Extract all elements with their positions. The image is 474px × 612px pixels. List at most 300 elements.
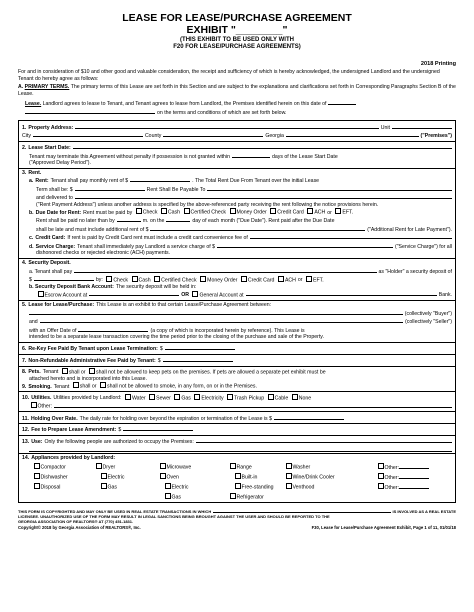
s12-label: Fee to Prepare Lease Amendment: <box>31 427 117 434</box>
holding-over-field[interactable] <box>274 414 344 420</box>
util-gas[interactable] <box>173 394 191 402</box>
s3b-text-2: Rent shall be paid no later than by <box>36 218 115 225</box>
total-rent-field[interactable] <box>75 185 145 191</box>
smoking-shall-not-option[interactable] <box>99 382 257 390</box>
checkbox[interactable] <box>34 463 40 469</box>
occupants-field-2[interactable] <box>29 446 452 452</box>
county-field[interactable] <box>163 131 263 137</box>
appliance-compactor[interactable] <box>32 463 94 472</box>
option-label: Gas <box>181 395 191 402</box>
appliance-builtin[interactable] <box>228 473 284 482</box>
premises-label: ("Premises") <box>420 133 452 140</box>
util-trash[interactable] <box>226 394 265 402</box>
checkbox[interactable] <box>106 276 112 282</box>
lease-start-date-field[interactable] <box>73 143 452 149</box>
buyer-field[interactable] <box>29 309 403 315</box>
s4a-row-1 <box>22 267 452 276</box>
appliance-other-1[interactable] <box>376 463 438 472</box>
checkbox[interactable] <box>125 394 131 400</box>
s2-row-2 <box>22 152 452 161</box>
a-opt-certified[interactable] <box>153 276 197 284</box>
s3-label: Rent. <box>28 169 42 176</box>
lease-heading: Lease. <box>25 101 42 108</box>
option-label: Trash Pickup <box>234 395 265 402</box>
footer-line-2: LICENSEE. UNAUTHORIZED USE OF THE FORM MAY RESULT IN LEGAL SANCTIONS BEING BROUGHT AGAINST THE USER AND SHOULD BE REPORTED TO THE <box>18 514 330 520</box>
checkbox[interactable] <box>194 394 200 400</box>
option-label: Dishwasher <box>40 474 68 481</box>
checkbox[interactable] <box>268 394 274 400</box>
s14-heading-row <box>22 455 452 462</box>
checkbox[interactable] <box>160 463 166 469</box>
checkbox[interactable] <box>38 291 44 297</box>
unit-field[interactable] <box>392 123 452 129</box>
option-label: None <box>298 395 312 402</box>
s13-row-1 <box>22 437 452 446</box>
appliance-disposal[interactable] <box>32 483 94 492</box>
checkbox[interactable] <box>100 382 106 388</box>
grid-empty <box>32 493 94 501</box>
checkbox[interactable] <box>230 208 236 214</box>
a-opt-money-order[interactable] <box>199 276 238 284</box>
s14-label: Appliances provided by Landlord: <box>31 455 116 462</box>
a-opt-cash[interactable] <box>130 276 151 284</box>
s5-text-3: (a copy of which is incorporated herein by reference). This Lease is <box>150 327 305 334</box>
checkbox[interactable] <box>286 473 292 479</box>
s5-text-1: This Lease is an exhibit to that certain Lease/Purchase Agreement between: <box>96 302 272 309</box>
option-label: Microwave <box>166 464 192 471</box>
s3a-text-6: ("Rent Payment Address") unless another address is specified by the above-referenced party receiving the rent following the notice provisions herein. <box>36 201 379 208</box>
monthly-rent-field[interactable] <box>130 176 190 182</box>
checkbox[interactable] <box>165 483 171 489</box>
s2-text-3: ("Approved Delay Period"). <box>29 160 91 167</box>
grid-empty <box>94 493 158 501</box>
s4a-text-3: $ <box>29 277 32 284</box>
checkbox[interactable] <box>149 394 155 400</box>
s3-num: 3. <box>22 169 27 176</box>
s13-label: Use: <box>31 439 43 446</box>
due-time-field[interactable] <box>117 216 141 222</box>
s3a-label: a. <box>29 178 34 185</box>
option-label: shall or <box>79 383 97 390</box>
s12-value: $ <box>118 427 122 434</box>
footer-line-3: GEORGIA ASSOCIATION OF REALTORS® AT (770) 451-1831. <box>18 519 134 525</box>
checkbox[interactable] <box>161 208 167 214</box>
property-address-field[interactable] <box>75 123 378 129</box>
section-11-holding-over <box>19 412 455 424</box>
option-label: Certified Check <box>190 209 227 216</box>
s3d-text-2: ("Service Charge") for all <box>394 243 452 250</box>
appliance-refrigerator[interactable] <box>228 493 284 501</box>
util-none[interactable] <box>290 394 311 402</box>
city-label: City <box>22 133 31 140</box>
option-label: Check <box>142 209 158 216</box>
document-subtitle <box>18 37 456 51</box>
checkbox[interactable] <box>378 463 384 469</box>
s3c-row <box>22 233 452 242</box>
checkbox[interactable] <box>241 276 247 282</box>
appliance-other-2[interactable] <box>376 473 438 482</box>
s7-value: $ <box>157 357 161 364</box>
s3b-text-5: shall be late and must include additional rent of $ <box>36 226 149 233</box>
option-label: Other: <box>384 474 399 481</box>
option-label: Oven <box>166 474 179 481</box>
option-label: Money Order <box>236 209 267 216</box>
deposit-amount-field[interactable] <box>34 275 94 281</box>
checkbox[interactable] <box>165 493 171 499</box>
b-opt-certified[interactable] <box>182 208 226 216</box>
other-field[interactable] <box>399 463 429 469</box>
s6-label: Re-Key Fee Paid By Tenant upon Lease Termination: <box>28 346 158 353</box>
escrow-bank-field[interactable] <box>89 290 179 296</box>
s13-text: Only the following people are authorized to occupy the Premises: <box>44 439 194 446</box>
s7-label: Non-Refundable Administrative Fee Paid by Tenant: <box>28 357 156 364</box>
late-fee-field[interactable] <box>150 225 365 231</box>
section-13-use <box>19 436 455 454</box>
s2-label: Lease Start Date: <box>28 145 71 152</box>
checkbox[interactable] <box>96 463 102 469</box>
offer-date-field[interactable] <box>78 326 148 332</box>
appliance-dryer-gas[interactable] <box>94 483 158 492</box>
appliance-free-standing[interactable] <box>228 483 284 492</box>
checkbox[interactable] <box>136 208 142 214</box>
a-opt-or: or <box>297 277 303 284</box>
checkbox[interactable] <box>62 368 68 374</box>
appliance-washer[interactable] <box>284 463 376 472</box>
s11-text: The daily rate for holding over beyond the expiration or termination of the Lease is $ <box>79 415 272 422</box>
a-opt-credit[interactable] <box>239 276 274 284</box>
card-fee-field[interactable] <box>250 233 452 239</box>
s10-label: Utilities. <box>31 395 52 402</box>
s9-num: 9. <box>22 383 27 390</box>
s10-row-1 <box>22 394 452 402</box>
appliance-dryer-electric[interactable] <box>94 473 158 482</box>
delivered-to-field[interactable] <box>75 193 452 199</box>
checkbox[interactable] <box>230 493 236 499</box>
grid-empty <box>376 493 438 501</box>
option-label: shall not be allowed to keep pets on the premises. If pets are allowed a separate pet exhibit must be <box>96 369 326 376</box>
checkbox[interactable] <box>192 291 198 297</box>
footer-line-1b: IS INVOLVED AS A REAL ESTATE <box>392 508 456 514</box>
checkbox[interactable] <box>174 394 180 400</box>
option-label: Gas <box>107 484 118 491</box>
s6-num: 6. <box>22 346 27 353</box>
s3d-text-1: Tenant shall immediately pay Landlord a service charge of $ <box>77 243 215 250</box>
util-other[interactable] <box>29 402 52 410</box>
smoking-shall-option[interactable] <box>71 382 96 390</box>
copyright-text: Copyright© 2018 by Georgia Association of REALTORS®, Inc. <box>18 525 141 531</box>
amendment-fee-field[interactable] <box>123 425 193 431</box>
section-a-label: A. <box>18 84 24 91</box>
s5-text-4: intended to be a separate lease transaction covering the time period prior to the closing of the purchase and sale of the Property. <box>29 334 324 341</box>
s3b-text-1: Rent must be paid by <box>83 209 133 216</box>
s9-row <box>22 382 452 390</box>
checkbox[interactable] <box>200 276 206 282</box>
s1-label: Property Address: <box>28 124 74 131</box>
option-label: Venthood <box>292 484 315 491</box>
option-label: ACH <box>314 209 326 216</box>
buyer-label: (collectively "Buyer") <box>404 310 452 317</box>
option-label: Disposal <box>40 484 61 491</box>
s8-num: 8. <box>22 369 27 376</box>
s3a-text-2: . The Total Rent Due From Tenant over the initial Lease <box>192 178 320 185</box>
checkbox[interactable] <box>184 208 190 214</box>
checkbox[interactable] <box>235 473 241 479</box>
document-title <box>18 12 456 36</box>
unit-label: Unit <box>380 124 390 131</box>
s4a-text-4: by: <box>95 277 103 284</box>
section-12-amendment-fee <box>19 424 455 436</box>
option-label: Cable <box>274 395 289 402</box>
option-label: EFT. <box>313 277 324 284</box>
s8-label: Pets. <box>28 369 41 376</box>
footer-row-1 <box>18 507 456 514</box>
general-option[interactable] <box>191 291 244 299</box>
seller-label: (collectively "Seller") <box>405 319 452 326</box>
copyright-notice <box>18 507 456 525</box>
s3a-row-3 <box>22 193 452 202</box>
service-charge-field[interactable] <box>217 242 393 248</box>
option-label: Sewer <box>156 395 171 402</box>
checkbox[interactable] <box>292 394 298 400</box>
s6-row <box>22 344 452 353</box>
s1-row-1 <box>22 123 452 132</box>
s6-value: $ <box>159 346 163 353</box>
appliance-dishwasher[interactable] <box>32 473 94 482</box>
s3b-text-3: m. on the <box>142 218 165 225</box>
appliance-oven-gas[interactable] <box>158 493 228 501</box>
other-field[interactable] <box>399 473 429 479</box>
option-label: shall or <box>68 369 86 376</box>
s1-num: 1. <box>22 124 27 131</box>
footer-bottom <box>18 525 456 530</box>
title-line-1: LEASE FOR LEASE/PURCHASE AGREEMENT <box>122 12 352 24</box>
option-label: Cash <box>138 277 151 284</box>
checkbox[interactable] <box>378 483 384 489</box>
checkbox[interactable] <box>132 276 138 282</box>
holder-field[interactable] <box>74 267 376 273</box>
s4-label: Security Deposit. <box>28 260 71 267</box>
s3a-text-1: Tenant shall pay monthly rent of $ <box>50 178 129 185</box>
util-water[interactable] <box>123 394 145 402</box>
s8-row-1 <box>22 368 452 376</box>
checkbox[interactable] <box>286 483 292 489</box>
occupants-field[interactable] <box>196 437 452 443</box>
payable-to-field[interactable] <box>207 185 452 191</box>
seller-field[interactable] <box>40 317 403 323</box>
option-label: Free-standing <box>241 484 274 491</box>
due-day-field[interactable] <box>166 216 190 222</box>
s5-row-3 <box>22 317 452 326</box>
option-label: Other: <box>384 464 399 471</box>
option-label: Money Order <box>207 277 238 284</box>
util-sewer[interactable] <box>148 394 171 402</box>
subtitle-line-1: (THIS EXHIBIT TO BE USED ONLY WITH <box>180 37 294 44</box>
checkbox[interactable] <box>227 394 233 400</box>
s5-row-2 <box>22 309 452 318</box>
bank-label: Bank. <box>438 292 452 299</box>
option-label: Electric <box>107 474 125 481</box>
checkbox[interactable] <box>235 483 241 489</box>
s10-num: 10. <box>22 395 30 402</box>
pets-shall-option[interactable] <box>60 368 85 376</box>
printing-year: 2018 Printing <box>420 60 456 67</box>
s5-num: 5. <box>22 302 27 309</box>
b-opt-ach[interactable] <box>306 208 325 216</box>
s3b-text-4: day of each month ("Due Date"). Rent paid after the Due Date <box>192 218 335 225</box>
county-label: County <box>144 133 162 140</box>
option-label: EFT. <box>342 209 354 216</box>
section-14-appliances <box>19 454 455 502</box>
checkbox[interactable] <box>101 473 107 479</box>
checkbox[interactable] <box>230 463 236 469</box>
option-label: Water <box>131 395 146 402</box>
s9-text-1: Tenant <box>53 383 70 390</box>
util-other-field[interactable] <box>54 402 452 408</box>
option-label: Refrigerator <box>236 494 264 501</box>
s3a-text-4: Rent Shall Be Payable To <box>146 186 206 193</box>
s13-row-2 <box>22 446 452 452</box>
section-8-9-pets-smoking <box>19 367 455 393</box>
appliance-microwave[interactable] <box>158 463 228 472</box>
checkbox[interactable] <box>306 276 312 282</box>
checkbox[interactable] <box>160 473 166 479</box>
lease-text: Landlord agrees to lease to Tenant, and Tenant agrees to lease from Landlord, the Premises identified herein on this date of <box>42 101 327 108</box>
general-bank-field[interactable] <box>246 290 437 296</box>
option-label: Cash <box>167 209 181 216</box>
and-label: and <box>29 319 38 326</box>
city-field[interactable] <box>33 131 143 137</box>
option-label: General Account at <box>199 292 244 299</box>
footer-line-1: THIS FORM IS COPYRIGHTED AND MAY ONLY BE USED IN REAL ESTATE TRANSACTIONS IN WHICH <box>18 508 212 514</box>
section-6-rekey-fee <box>19 343 455 355</box>
lease-clause <box>18 99 456 116</box>
primary-terms-text: The primary terms of this Lease are set forth in this Section and are subject to the explanations and clarifications set forth in Corresponding Paragraphs Section B of the Lease. <box>18 84 456 97</box>
b-opt-or: or <box>327 209 332 216</box>
other-field[interactable] <box>399 483 429 489</box>
s10-row-2 <box>22 402 452 411</box>
option-label: Other: <box>384 484 399 491</box>
appliance-dryer[interactable] <box>94 463 158 472</box>
s4b-head: b. Security Deposit Bank Account: <box>29 283 114 290</box>
option-label: Certified Check <box>161 277 197 284</box>
s3b-row-3 <box>22 225 452 234</box>
s3c-head: Credit Card: <box>35 235 66 242</box>
or-label: OR <box>181 292 189 299</box>
section-3-rent <box>19 169 455 259</box>
lease-text-row <box>25 108 456 117</box>
util-electricity[interactable] <box>193 394 224 402</box>
s3a-text-3: Term shall be: $ <box>36 186 73 193</box>
s4b-row-2 <box>22 290 452 299</box>
checkbox[interactable] <box>378 473 384 479</box>
licensee-field[interactable] <box>213 507 390 513</box>
state-label: Georgia <box>265 133 284 140</box>
s2-text-2: days of the Lease Start Date <box>271 153 338 160</box>
s3b-head: Due Date for Rent: <box>35 209 82 216</box>
admin-fee-field[interactable] <box>163 356 233 362</box>
s12-row <box>22 425 452 434</box>
b-opt-check[interactable] <box>134 208 157 216</box>
checkbox[interactable] <box>101 483 107 489</box>
option-label: Electric <box>171 484 189 491</box>
pets-shall-not-option[interactable] <box>88 368 326 376</box>
checkbox[interactable] <box>34 483 40 489</box>
s7-num: 7. <box>22 357 27 364</box>
option-label: Check <box>113 277 129 284</box>
checkbox[interactable] <box>335 208 341 214</box>
s1-row-2 <box>22 131 452 140</box>
checkbox[interactable] <box>270 208 276 214</box>
checkbox[interactable] <box>34 473 40 479</box>
checkbox[interactable] <box>286 463 292 469</box>
s9-label: Smoking. <box>28 383 52 390</box>
appliance-venthood[interactable] <box>284 483 376 492</box>
delay-days-field[interactable] <box>232 152 270 158</box>
s3d-row <box>22 242 452 251</box>
b-opt-eft[interactable] <box>334 208 353 216</box>
s3b-text-6: ("Additional Rent for Late Payment"). <box>367 226 452 233</box>
b-opt-cash[interactable] <box>159 208 180 216</box>
option-label: Dryer <box>102 464 116 471</box>
lease-date-field[interactable] <box>328 99 356 105</box>
s2-row-1 <box>22 143 452 152</box>
s13-num: 13. <box>22 439 30 446</box>
a-opt-eft[interactable] <box>305 276 324 284</box>
appliance-oven-electric[interactable] <box>158 483 228 492</box>
option-label: ACH <box>284 277 296 284</box>
b-opt-credit[interactable] <box>269 208 304 216</box>
s3b-row-2 <box>22 216 452 225</box>
checkbox[interactable] <box>278 276 284 282</box>
s4a-row-2 <box>22 275 452 284</box>
s4a-text-2: as "Holder" a security deposit of <box>378 268 452 275</box>
option-label: Range <box>236 464 252 471</box>
option-label: Credit Card <box>247 277 275 284</box>
terms-table <box>18 120 456 502</box>
checkbox[interactable] <box>89 368 95 374</box>
s2-num: 2. <box>22 145 27 152</box>
s11-label: Holding Over Rate. <box>30 415 78 422</box>
lease-text-2: on the terms and conditions of which are set forth below. <box>157 109 287 116</box>
s3b-label: b. <box>29 209 34 216</box>
appliance-oven[interactable] <box>158 473 228 482</box>
checkbox[interactable] <box>73 382 79 388</box>
s12-num: 12. <box>22 427 30 434</box>
option-label: Other: <box>37 403 52 410</box>
checkbox[interactable] <box>31 402 37 408</box>
option-label: Compactor <box>40 464 66 471</box>
section-4-security-deposit <box>19 259 455 301</box>
checkbox[interactable] <box>154 276 160 282</box>
lease-date-field-2[interactable] <box>25 108 155 114</box>
checkbox[interactable] <box>307 208 313 214</box>
escrow-option[interactable] <box>36 291 87 299</box>
appliance-wine-cooler[interactable] <box>284 473 376 482</box>
a-opt-check[interactable] <box>105 276 128 284</box>
appliance-range[interactable] <box>228 463 284 472</box>
appliance-other-3[interactable] <box>376 483 438 492</box>
b-opt-money-order[interactable] <box>228 208 267 216</box>
util-cable[interactable] <box>266 394 288 402</box>
form-id: F30, Lease for Lease/Purchase Agreement Exhibit, Page 1 of 11, 01/01/18 <box>311 525 456 531</box>
primary-terms-heading: PRIMARY TERMS. <box>24 84 70 91</box>
primary-terms <box>18 84 456 97</box>
zip-field[interactable] <box>286 131 419 137</box>
rekey-fee-field[interactable] <box>165 344 235 350</box>
s2-text-1: Tenant may terminate this Agreement without penalty if possession is not granted within <box>29 153 230 160</box>
s8-text-2: attached hereto and is incorporated into this Lease. <box>29 375 147 382</box>
a-opt-ach[interactable] <box>276 276 295 284</box>
